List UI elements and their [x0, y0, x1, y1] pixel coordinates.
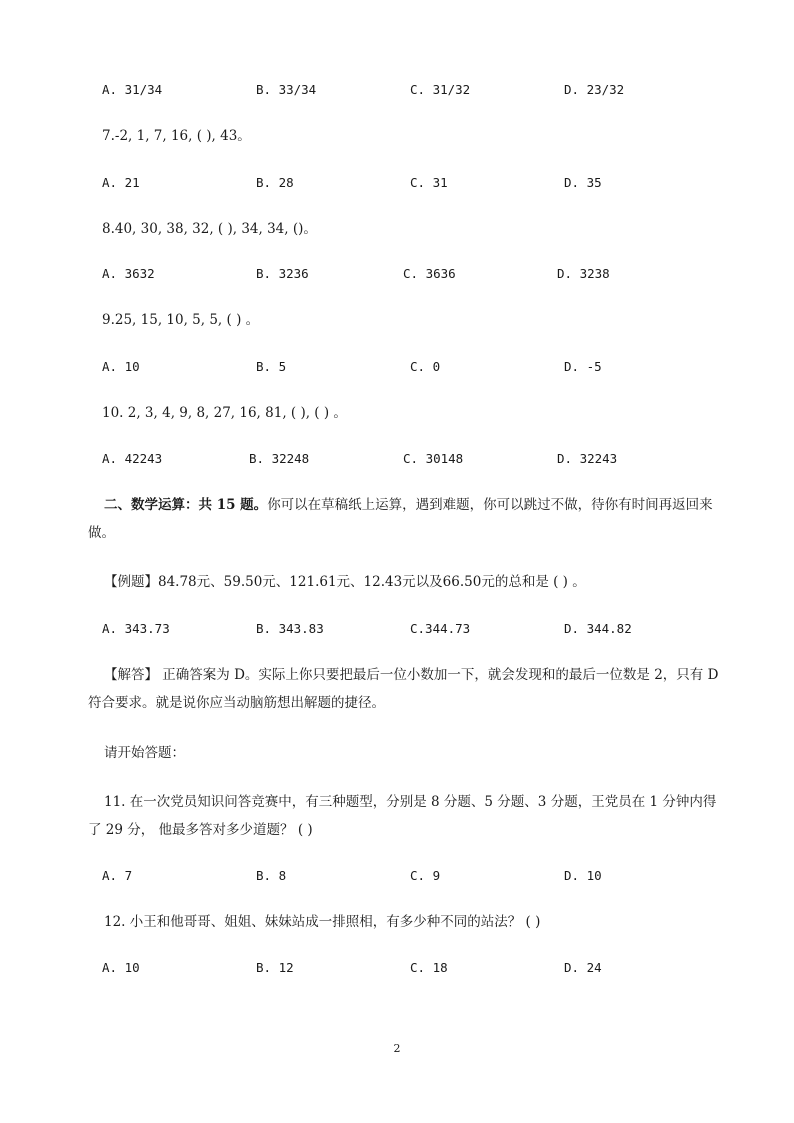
option-c: C. 0	[410, 359, 441, 374]
options-q6	[0, 78, 794, 102]
option-b: B. 5	[256, 359, 287, 374]
option-c: C. 30148	[403, 451, 464, 466]
section-heading-bold: 二、数学运算：共 15 题。	[104, 497, 268, 513]
option-d: D. -5	[564, 359, 602, 374]
option-c: C. 3636	[403, 266, 456, 281]
options-example	[0, 617, 794, 641]
question-7-text: 7.-2, 1, 7, 16, ( ), 43。	[102, 128, 251, 144]
option-b: B. 8	[256, 868, 287, 883]
option-c: C.344.73	[410, 621, 471, 636]
option-b: B. 33/34	[256, 82, 317, 97]
question-9	[0, 308, 794, 332]
options-q10	[0, 447, 794, 471]
option-d: D. 3238	[557, 266, 610, 281]
option-d: D. 32243	[557, 451, 618, 466]
option-d: D. 10	[564, 868, 602, 883]
option-a: A. 343.73	[102, 621, 170, 636]
section-heading-text: 你可以在草稿纸上运算，遇到难题，你可以跳过不做，待你有时间再返回来做。	[88, 497, 713, 541]
options-q9	[0, 355, 794, 379]
option-a: A. 21	[102, 175, 140, 190]
option-a: A. 42243	[102, 451, 163, 466]
example-question	[88, 568, 728, 596]
options-q11	[0, 864, 794, 888]
section-heading	[88, 491, 728, 547]
start-instruction	[88, 739, 728, 767]
option-b: B. 28	[256, 175, 294, 190]
option-a: A. 10	[102, 960, 140, 975]
option-a: A. 7	[102, 868, 133, 883]
question-11	[88, 788, 728, 844]
answer-explanation	[88, 661, 728, 717]
option-b: B. 32248	[249, 451, 310, 466]
option-a: A. 31/34	[102, 82, 163, 97]
question-8-text: 8.40, 30, 38, 32, ( ), 34, 34, ()。	[102, 221, 317, 237]
question-9-text: 9.25, 15, 10, 5, 5, ( ) 。	[102, 312, 260, 328]
question-10	[0, 401, 794, 425]
question-7	[0, 124, 794, 148]
option-b: B. 3236	[256, 266, 309, 281]
answer-text: 【解答】 正确答案为 D。实际上你只要把最后一位小数加一下，就会发现和的最后一位数是 2，只有 D 符合要求。就是说你应当动脑筋想出解题的捷径。	[88, 667, 719, 711]
page-number: 2	[393, 1042, 401, 1055]
option-d: D. 35	[564, 175, 602, 190]
question-8	[0, 217, 794, 241]
option-b: B. 12	[256, 960, 294, 975]
options-q12	[0, 956, 794, 980]
question-12	[88, 908, 728, 936]
option-a: A. 10	[102, 359, 140, 374]
option-d: D. 24	[564, 960, 602, 975]
option-c: C. 31/32	[410, 82, 471, 97]
option-d: D. 344.82	[564, 621, 632, 636]
question-12-text: 12. 小王和他哥哥、姐姐、妹妹站成一排照相，有多少种不同的站法？ ( )	[104, 914, 541, 930]
option-c: C. 9	[410, 868, 441, 883]
options-q8	[0, 262, 794, 286]
example-text: 【例题】84.78元、59.50元、121.61元、12.43元以及66.50元的总和是 ( ) 。	[104, 574, 586, 590]
option-c: C. 18	[410, 960, 448, 975]
options-q7	[0, 171, 794, 195]
start-text: 请开始答题：	[104, 745, 185, 761]
option-b: B. 343.83	[256, 621, 324, 636]
option-d: D. 23/32	[564, 82, 625, 97]
option-c: C. 31	[410, 175, 448, 190]
option-a: A. 3632	[102, 266, 155, 281]
question-10-text: 10. 2, 3, 4, 9, 8, 27, 16, 81, ( ), ( ) 。	[102, 405, 347, 421]
question-11-text: 11. 在一次党员知识问答竞赛中，有三种题型，分别是 8 分题、5 分题、3 分题，王党员在 1 分钟内得了 29 分， 他最多答对多少道题？ ( )	[88, 794, 717, 838]
